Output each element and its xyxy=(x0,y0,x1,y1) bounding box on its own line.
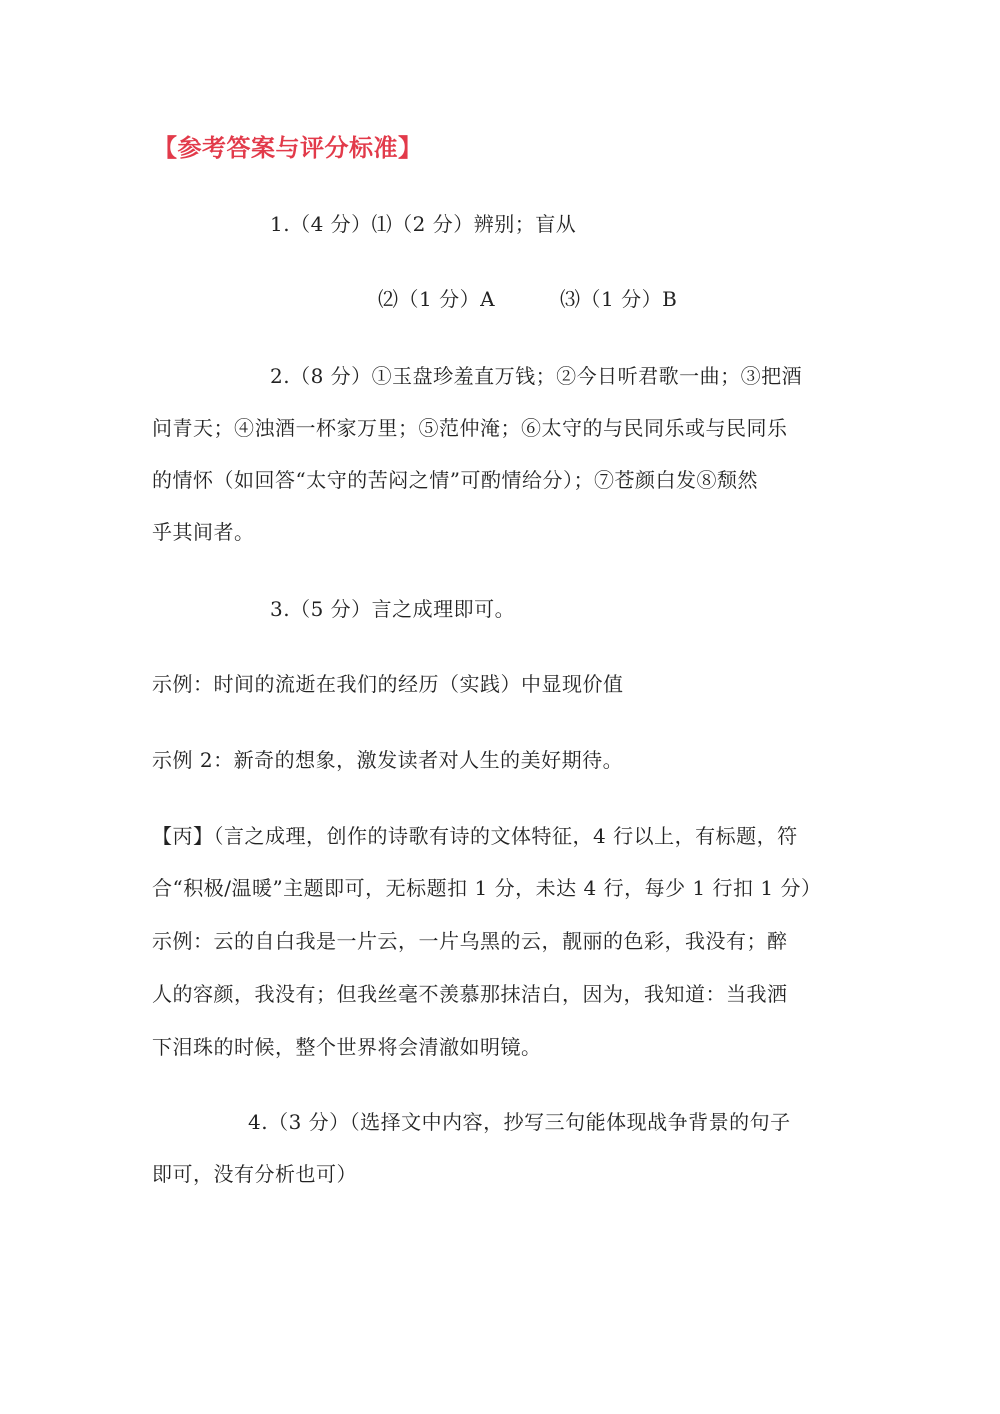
q1-sub2: ⑵（1 分）A xyxy=(378,287,496,311)
q3-example-1: 示例：时间的流逝在我们的经历（实践）中显现价值 xyxy=(152,672,624,696)
q2-line-1: 2.（8 分）①玉盘珍羞直万钱；②今日听君歌一曲；③把酒 xyxy=(270,364,803,388)
q2-line-4: 乎其间者。 xyxy=(152,520,255,544)
bing-line-1: 【丙】（言之成理，创作的诗歌有诗的文体特征，4 行以上，有标题，符 xyxy=(152,824,798,848)
q4-line-2: 即可，没有分析也可） xyxy=(152,1162,357,1186)
q3-line-1: 3.（5 分）言之成理即可。 xyxy=(270,597,516,621)
bing-line-3: 示例：云的自白我是一片云，一片乌黑的云，靓丽的色彩，我没有；醉 xyxy=(152,929,788,953)
bing-line-4: 人的容颜，我没有；但我丝毫不羡慕那抹洁白，因为，我知道：当我洒 xyxy=(152,982,788,1006)
bing-line-5: 下泪珠的时候，整个世界将会清澈如明镜。 xyxy=(152,1035,542,1059)
bing-line-2: 合“积极/温暖”主题即可，无标题扣 1 分，未达 4 行，每少 1 行扣 1 分） xyxy=(152,876,822,900)
q2-line-2: 问青天；④浊酒一杯家万里；⑤范仲淹；⑥太守的与民同乐或与民同乐 xyxy=(152,416,788,440)
q2-line-3: 的情怀（如回答“太守的苦闷之情”可酌情给分）；⑦苍颜白发⑧颓然 xyxy=(152,468,758,492)
page-title: 【参考答案与评分标准】 xyxy=(153,134,423,162)
q1-sub3: ⑶（1 分）B xyxy=(560,287,678,311)
q4-line-1: 4.（3 分）（选择文中内容，抄写三句能体现战争背景的句子 xyxy=(248,1110,791,1134)
q3-example-2: 示例 2：新奇的想象，激发读者对人生的美好期待。 xyxy=(152,748,624,772)
q1-line-1: 1.（4 分）⑴（2 分）辨别；盲从 xyxy=(270,212,577,236)
